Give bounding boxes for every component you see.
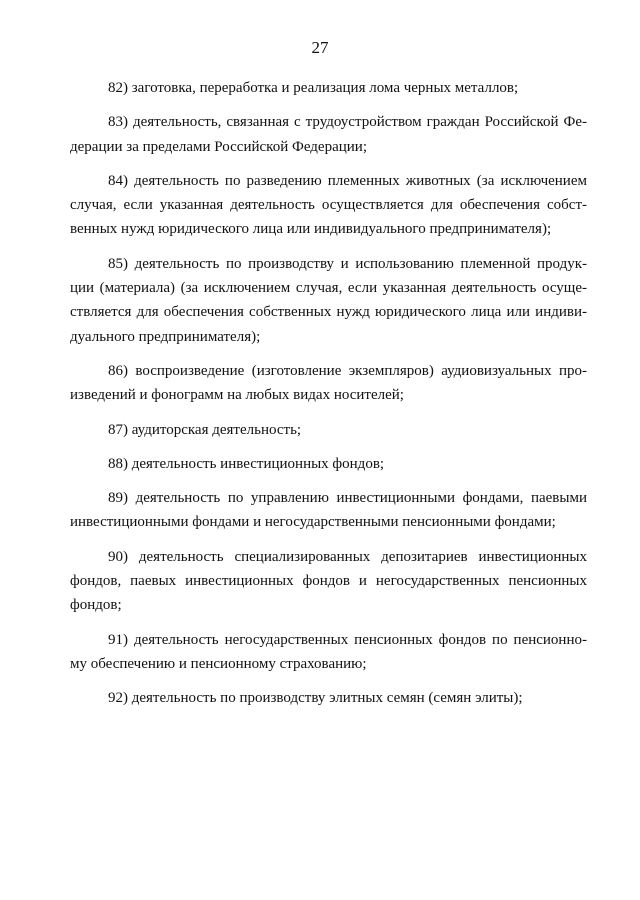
paragraph-line: 83) деятельность, связанная с трудоустройством граждан Российской Фе-	[108, 114, 587, 131]
paragraph-line: 91) деятельность негосударственных пенсионных фондов по пенсионно-	[108, 631, 587, 648]
paragraph-line: дуального предпринимателя);	[70, 328, 261, 345]
list-item-88	[70, 452, 587, 476]
list-item-89	[70, 486, 587, 535]
paragraph-line: дерации за пределами Российской Федерации;	[70, 138, 367, 155]
paragraph-line: фондов;	[70, 597, 122, 614]
paragraph-line: 82) заготовка, переработка и реализация лома черных металлов;	[108, 80, 519, 96]
list-item-85	[70, 252, 587, 349]
paragraph-line: 84) деятельность по разведению племенных животных (за исключением	[108, 172, 587, 189]
list-item-82	[70, 76, 587, 100]
document-body	[70, 76, 587, 721]
list-item-91	[70, 628, 587, 677]
list-item-87	[70, 418, 587, 442]
paragraph-line: му обеспечению и пенсионному страхованию;	[70, 655, 367, 672]
paragraph-line: 88) деятельность инвестиционных фондов;	[108, 455, 385, 472]
paragraph-line: 89) деятельность по управлению инвестиционными фондами, паевыми	[108, 490, 587, 507]
list-item-84	[70, 169, 587, 242]
paragraph-line: 87) аудиторская деятельность;	[108, 421, 302, 438]
paragraph-line: 86) воспроизведение (изготовление экземпляров) аудиовизуальных про-	[108, 362, 587, 379]
paragraph-line: случая, если указанная деятельность осуществляется для обеспечения собст-	[70, 197, 587, 214]
paragraph-line: 92) деятельность по производству элитных семян (семян элиты);	[108, 690, 523, 707]
paragraph-line: 85) деятельность по производству и использованию племенной продук-	[108, 255, 587, 272]
page-number: 27	[311, 38, 329, 57]
paragraph-line: ции (материала) (за исключением случая, если указанная деятельность осуще-	[70, 280, 587, 297]
list-item-92	[70, 686, 587, 710]
paragraph-line: фондов, паевых инвестиционных фондов и негосударственных пенсионных	[70, 573, 587, 590]
paragraph-line: 90) деятельность специализированных депозитариев инвестиционных	[108, 548, 587, 565]
paragraph-line: венных нужд юридического лица или индивидуального предпринимателя);	[70, 221, 552, 238]
list-item-86	[70, 359, 587, 408]
list-item-83	[70, 110, 587, 159]
list-item-90	[70, 545, 587, 618]
paragraph-line: ствляется для обеспечения собственных нужд юридического лица или индиви-	[70, 304, 587, 321]
paragraph-line: инвестиционными фондами и негосударственными пенсионными фондами;	[70, 514, 556, 531]
paragraph-line: изведений и фонограмм на любых видах носителей;	[70, 387, 404, 404]
